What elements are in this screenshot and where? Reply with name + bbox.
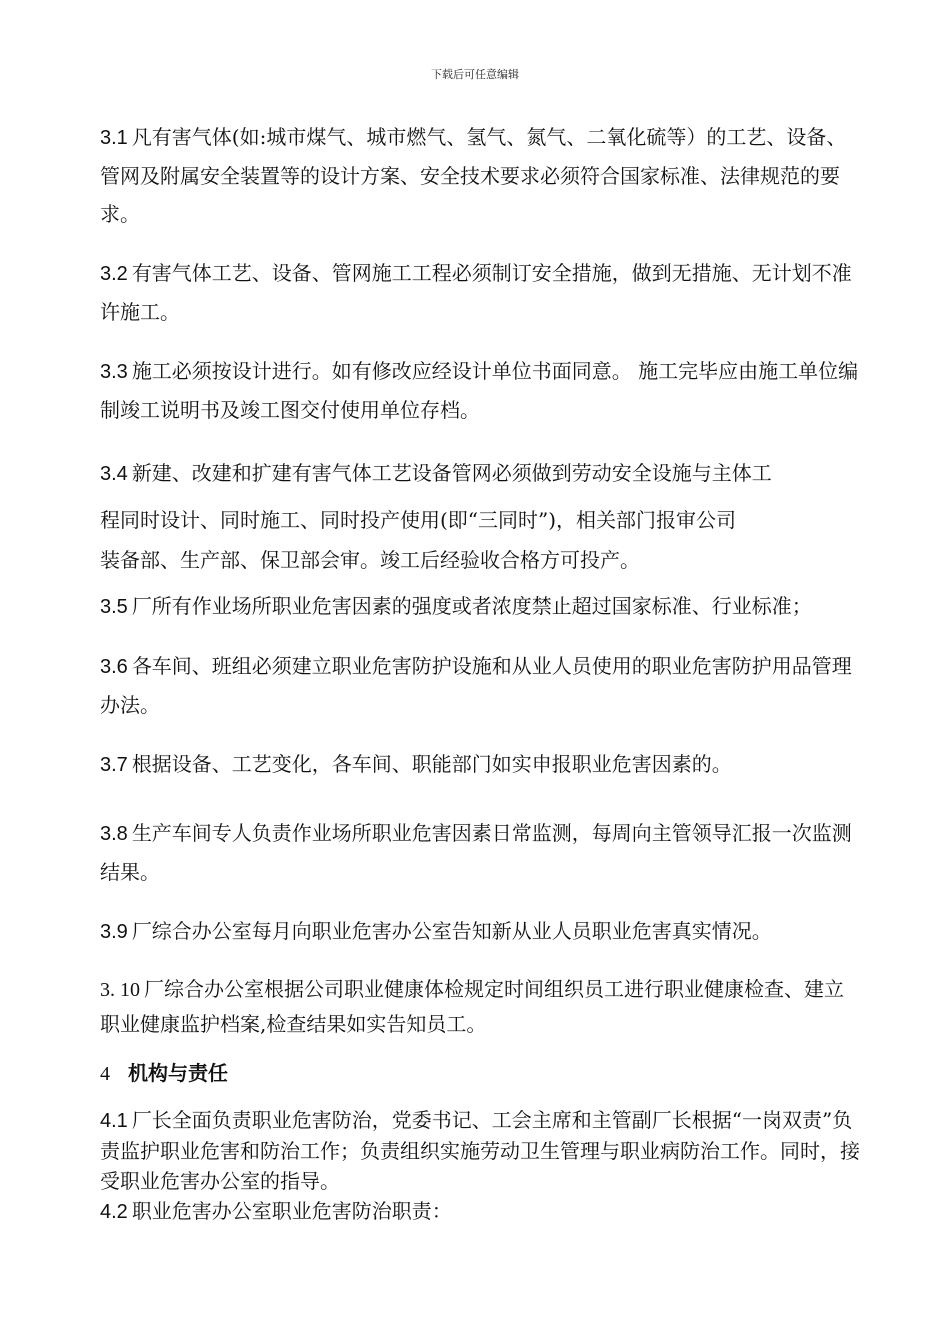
paragraph-text: 根据设备、工艺变化，各车间、职能部门如实申报职业危害因素的。 — [131, 752, 732, 776]
paragraph-text: 厂综合办公室根据公司职业健康体检规定时间组织员工进行职业健康检查、建立职业健康监护档案,检查结果如实告知员工。 — [100, 977, 844, 1036]
paragraph-text: 新建、改建和扩建有害气体工艺设备管网必须做到劳动安全设施与主体工 — [131, 461, 772, 485]
paragraph-3-7 — [100, 745, 860, 784]
paragraph-3-4 — [100, 450, 860, 577]
paragraph-number: 3.6 — [100, 656, 128, 678]
paragraph-4-2 — [100, 1196, 860, 1227]
paragraph-text: 厂综合办公室每月向职业危害办公室告知新从业人员职业危害真实情况。 — [131, 919, 772, 943]
paragraph-number: 4.1 — [100, 1110, 128, 1132]
paragraph-text: 职业危害办公室职业危害防治职责： — [131, 1199, 452, 1223]
paragraph-3-10 — [100, 972, 860, 1041]
paragraph-text: 有害气体工艺、设备、管网施工工程必须制订安全措施，做到无措施、无计划不准许施工。 — [100, 261, 852, 324]
paragraph-number: 3. 10 — [100, 979, 140, 1001]
paragraph-text: 凡有害气体(如:城市煤气、城市燃气、氢气、氮气、二氧化硫等）的工艺、设备、管网及附属安全装置等的设计方案、安全技术要求必须符合国家标准、法律规范的要求。 — [100, 125, 847, 226]
paragraph-number: 3.3 — [100, 361, 128, 383]
paragraph-number: 3.2 — [100, 263, 128, 285]
section-heading — [100, 1056, 860, 1091]
paragraph-number: 3.8 — [100, 823, 128, 845]
paragraph-3-3 — [100, 352, 860, 429]
paragraph-line — [100, 450, 860, 497]
paragraph-text: 生产车间专人负责作业场所职业危害因素日常监测，每周向主管领导汇报一次监测结果。 — [100, 821, 852, 884]
section-title: 机构与责任 — [128, 1061, 228, 1085]
document-body — [100, 118, 860, 1227]
paragraph-3-9 — [100, 912, 860, 951]
paragraph-3-1 — [100, 118, 860, 233]
paragraph-number: 3.4 — [100, 463, 128, 485]
paragraph-number: 3.1 — [100, 127, 128, 149]
paragraph-3-8 — [100, 814, 860, 891]
page-header: 下载后可任意编辑 — [431, 68, 519, 81]
paragraph-number: 3.7 — [100, 754, 128, 776]
paragraph-text: 厂所有作业场所职业危害因素的强度或者浓度禁止超过国家标准、行业标准； — [131, 594, 812, 618]
paragraph-line: 程同时设计、同时施工、同时投产使用(即“三同时”)，相关部门报审公司 — [100, 508, 737, 532]
paragraph-3-5 — [100, 587, 860, 626]
paragraph-number: 3.9 — [100, 921, 128, 943]
section-number: 4 — [100, 1063, 110, 1085]
paragraph-3-6 — [100, 647, 860, 724]
paragraph-line: 装备部、生产部、保卫部会审。竣工后经验收合格方可投产。 — [100, 548, 640, 572]
paragraph-text: 各车间、班组必须建立职业危害防护设施和从业人员使用的职业危害防护用品管理办法。 — [100, 654, 852, 717]
paragraph-text: 施工必须按设计进行。如有修改应经设计单位书面同意。 施工完毕应由施工单位编制竣工说明书及竣工图交付使用单位存档。 — [100, 359, 859, 422]
paragraph-4-1 — [100, 1105, 860, 1196]
paragraph-3-2 — [100, 254, 860, 331]
paragraph-number: 3.5 — [100, 596, 128, 618]
paragraph-text: 厂长全面负责职业危害防治，党委书记、工会主席和主管副厂长根据“一岗双责”负责监护职业危害和防治工作；负责组织实施劳动卫生管理与职业病防治工作。同时，接受职业危害办公室的指导。 — [100, 1108, 860, 1193]
paragraph-number: 4.2 — [100, 1201, 128, 1223]
